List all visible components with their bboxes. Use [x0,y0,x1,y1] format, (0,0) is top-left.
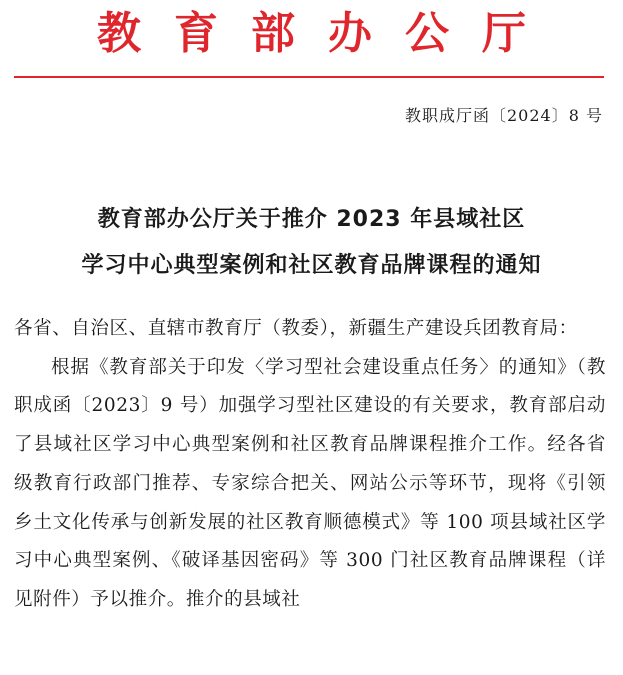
document-number: 教职成厅函〔2024〕8 号 [405,106,603,125]
title-line-1: 教育部办公厅关于推介 2023 年县域社区 [97,207,526,232]
title-line-2: 学习中心典型案例和社区教育品牌课程的通知 [81,253,542,278]
issuing-office-header: 教育部办公厅 [97,8,559,59]
body-paragraph-1: 根据《教育部关于印发〈学习型社会建设重点任务〉的通知》（教职成函〔2023〕9 号）加强学习型社区建设的有关要求，教育部启动了县域社区学习中心典型案例和社区教育品牌课程推介工作。经各省级教育行政部门推荐、专家综合把关、网站公示等环节，现将《引领乡土文化传承与创新发展的社区教育顺德模式》等 100 项县域社区学习中心典型案例、《破译基因密码》等 300 门社区教育品牌课程（详见附件）予以推介。推介的县域社 [14,356,606,610]
red-header-rule [14,76,604,78]
addressee-paragraph: 各省、自治区、直辖市教育厅（教委），新疆生产建设兵团教育局： [14,318,578,339]
document-title [0,197,623,289]
document-body [14,310,606,620]
